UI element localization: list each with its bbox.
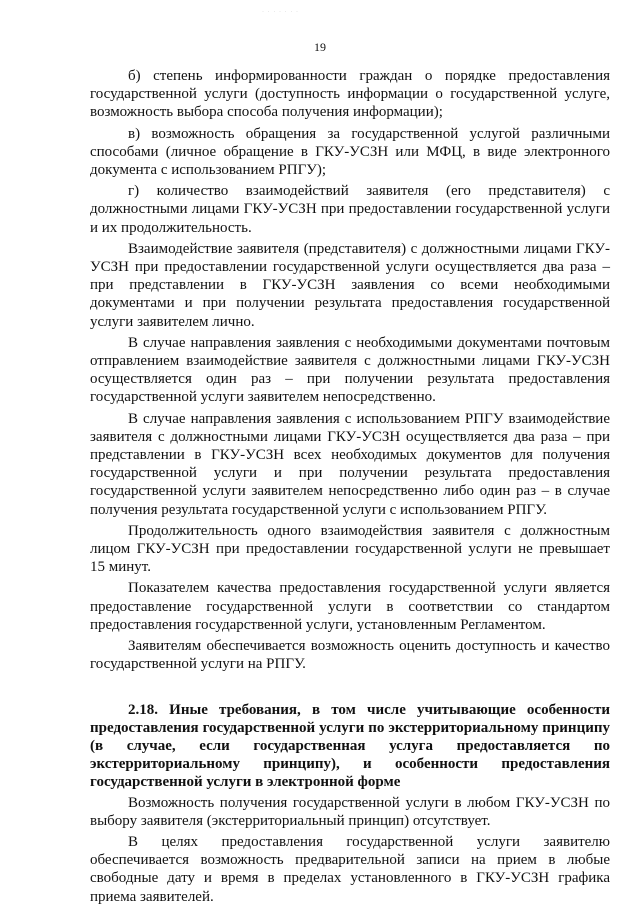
section-paragraph-exterritorial: Возможность получения государственной услуги в любом ГКУ-УСЗН по выбору заявителя (экстерриториальный принцип) отсутствует. bbox=[90, 794, 610, 829]
section-paragraph-appointment: В целях предоставления государственной услуги заявителю обеспечивается возможность предварительной записи на прием в любые свободные дату и время в пределах установленного в ГКУ-УСЗН графика приема заявителей. bbox=[90, 833, 610, 905]
page-number: 19 bbox=[314, 40, 326, 54]
header-stamp: · · · · · · · bbox=[262, 9, 299, 15]
paragraph-interaction: Взаимодействие заявителя (представителя) с должностными лицами ГКУ-УСЗН при предоставлении государственной услуги осуществляется два раза – при представлении в ГКУ-УСЗН заявления со всеми необходимыми документами и при получении результата предоставления государственной услуги заявителем лично. bbox=[90, 240, 610, 330]
section-heading: 2.18. Иные требования, в том числе учитывающие особенности предоставления государственной услуги по экстерриториальному принципу (в случае, если государственная услуга предоставляется по экстерриториальному принципу), и особенности предоставления государственной услуги в электронной форме bbox=[90, 701, 610, 791]
paragraph-duration: Продолжительность одного взаимодействия заявителя с должностным лицом ГКУ-УСЗН при предоставлении государственной услуги не превышает 15 минут. bbox=[90, 522, 610, 576]
paragraph-quality: Показателем качества предоставления государственной услуги является предоставление государственной услуги в соответствии со стандартом предоставления государственной услуги, установленным Регламентом. bbox=[90, 580, 610, 633]
paragraph-postal: В случае направления заявления с необходимыми документами почтовым отправлением взаимодействие заявителя с должностными лицами ГКУ-УСЗН осуществляется один раз – при получении результата предоставления государственной услуги заявителем непосредственно. bbox=[90, 334, 610, 406]
paragraph-g: г) количество взаимодействий заявителя (его представителя) с должностными лицами ГКУ-УСЗН при предоставлении государственной услуги и их продолжительность. bbox=[90, 183, 610, 236]
paragraph-rpgu: В случае направления заявления с использованием РПГУ взаимодействие заявителя с должностными лицами ГКУ-УСЗН осуществляется два раза – при представлении в ГКУ-УСЗН всех необходимых документов для получения государственной услуги и при получении результата предоставления государственной услуги заявителем непосредственно либо один раз – в случае получения результата государственной услуги с использованием РПГУ. bbox=[90, 410, 610, 518]
paragraph-b: б) степень информированности граждан о порядке предоставления государственной услуги (доступность информации о государственной услуге, возможность выбора способа получения информации); bbox=[90, 68, 610, 121]
paragraph-evaluation: Заявителям обеспечивается возможность оценить доступность и качество государственной услуги на РПГУ. bbox=[90, 638, 610, 673]
paragraph-v: в) возможность обращения за государственной услугой различными способами (личное обращение в ГКУ-УСЗН или МФЦ, в виде электронного документа с использованием РПГУ); bbox=[90, 125, 610, 179]
document-body bbox=[90, 67, 610, 909]
